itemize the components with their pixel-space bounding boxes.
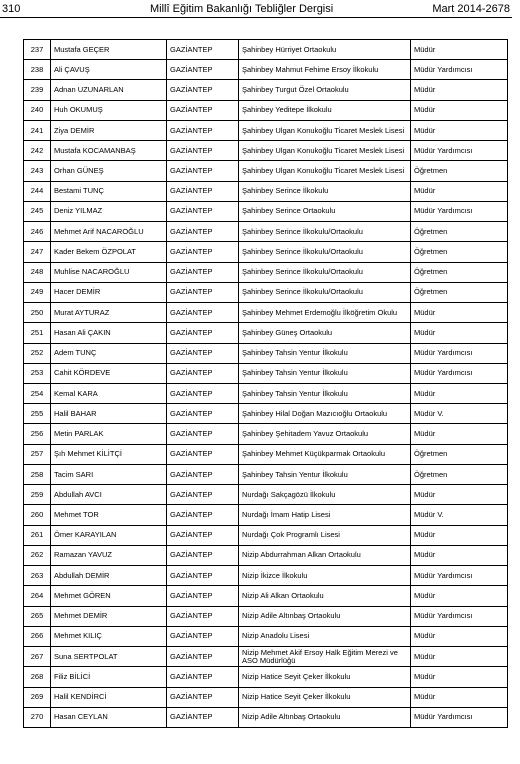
name-cell: Mehmet DEMİR — [51, 606, 167, 626]
province-cell: GAZİANTEP — [167, 667, 239, 687]
school-cell: Nurdağı İmam Hatip Lisesi — [239, 505, 411, 525]
province-cell: GAZİANTEP — [167, 120, 239, 140]
row-number-cell: 243 — [24, 161, 51, 181]
school-cell: Şahinbey Ulgan Konukoğlu Ticaret Meslek Lisesi — [239, 161, 411, 181]
name-cell: Ömer KARAYILAN — [51, 525, 167, 545]
province-cell: GAZİANTEP — [167, 424, 239, 444]
table-row — [24, 303, 508, 323]
position-cell: Müdür Yardımcısı — [411, 606, 508, 626]
row-number-cell: 238 — [24, 60, 51, 80]
name-cell: Şıh Mehmet KİLİTÇİ — [51, 444, 167, 464]
position-cell: Müdür — [411, 181, 508, 201]
province-cell: GAZİANTEP — [167, 181, 239, 201]
school-cell: Şahinbey Serince İlkokulu/Ortaokulu — [239, 282, 411, 302]
row-number-cell: 240 — [24, 100, 51, 120]
table-row — [24, 222, 508, 242]
school-cell: Nizip Mehmet Akif Ersoy Halk Eğitim Merezi ve ASO Müdürlüğü — [239, 647, 411, 667]
row-number-cell: 251 — [24, 323, 51, 343]
province-cell: GAZİANTEP — [167, 586, 239, 606]
school-cell: Nizip İkizce İlkokulu — [239, 566, 411, 586]
position-cell: Müdür — [411, 545, 508, 565]
table-row — [24, 242, 508, 262]
province-cell: GAZİANTEP — [167, 282, 239, 302]
table-row — [24, 181, 508, 201]
school-cell: Nurdağı Sakçagözü İlkokulu — [239, 485, 411, 505]
position-cell: Müdür — [411, 80, 508, 100]
row-number-cell: 237 — [24, 40, 51, 60]
row-number-cell: 269 — [24, 687, 51, 707]
position-cell: Öğretmen — [411, 444, 508, 464]
name-cell: Hasan Ali ÇAKIN — [51, 323, 167, 343]
province-cell: GAZİANTEP — [167, 485, 239, 505]
row-number-cell: 253 — [24, 363, 51, 383]
row-number-cell: 256 — [24, 424, 51, 444]
table-row — [24, 566, 508, 586]
row-number-cell: 265 — [24, 606, 51, 626]
table-row — [24, 444, 508, 464]
school-cell: Şahinbey Serince İlkokulu — [239, 181, 411, 201]
position-cell: Öğretmen — [411, 242, 508, 262]
school-cell: Şahinbey Şehitadem Yavuz Ortaokulu — [239, 424, 411, 444]
row-number-cell: 268 — [24, 667, 51, 687]
table-row — [24, 323, 508, 343]
province-cell: GAZİANTEP — [167, 687, 239, 707]
row-number-cell: 266 — [24, 626, 51, 646]
school-cell: Şahinbey Tahsin Yentur İlkokulu — [239, 383, 411, 403]
table-row — [24, 586, 508, 606]
school-cell: Şahinbey Mehmet Küçükparmak Ortaokulu — [239, 444, 411, 464]
province-cell: GAZİANTEP — [167, 363, 239, 383]
province-cell: GAZİANTEP — [167, 383, 239, 403]
name-cell: Halil KENDİRCİ — [51, 687, 167, 707]
issue-date: Mart 2014-2678 — [432, 3, 510, 15]
table-row — [24, 40, 508, 60]
province-cell: GAZİANTEP — [167, 545, 239, 565]
name-cell: Ramazan YAVUZ — [51, 545, 167, 565]
name-cell: Mehmet TOR — [51, 505, 167, 525]
row-number-cell: 258 — [24, 464, 51, 484]
position-cell: Müdür Yardımcısı — [411, 363, 508, 383]
school-cell: Şahinbey Tahsin Yentur İlkokulu — [239, 343, 411, 363]
row-number-cell: 260 — [24, 505, 51, 525]
row-number-cell: 244 — [24, 181, 51, 201]
province-cell: GAZİANTEP — [167, 464, 239, 484]
row-number-cell: 248 — [24, 262, 51, 282]
name-cell: Ziya DEMİR — [51, 120, 167, 140]
name-cell: Hasan CEYLAN — [51, 707, 167, 727]
province-cell: GAZİANTEP — [167, 525, 239, 545]
school-cell: Şahinbey Tahsin Yentur İlkokulu — [239, 363, 411, 383]
school-cell: Şahinbey Hürriyet Ortaokulu — [239, 40, 411, 60]
row-number-cell: 250 — [24, 303, 51, 323]
row-number-cell: 259 — [24, 485, 51, 505]
row-number-cell: 247 — [24, 242, 51, 262]
position-cell: Müdür Yardımcısı — [411, 141, 508, 161]
school-cell: Şahinbey Serince İlkokulu/Ortaokulu — [239, 222, 411, 242]
school-cell: Şahinbey Mehmet Erdemoğlu İlköğretim Okulu — [239, 303, 411, 323]
school-cell: Şahinbey Yeditepe İlkokulu — [239, 100, 411, 120]
name-cell: Adnan UZUNARLAN — [51, 80, 167, 100]
school-cell: Şahinbey Turgut Özel Ortaokulu — [239, 80, 411, 100]
province-cell: GAZİANTEP — [167, 100, 239, 120]
name-cell: Murat AYTURAZ — [51, 303, 167, 323]
row-number-cell: 246 — [24, 222, 51, 242]
position-cell: Müdür — [411, 40, 508, 60]
position-cell: Müdür — [411, 323, 508, 343]
row-number-cell: 255 — [24, 404, 51, 424]
row-number-cell: 241 — [24, 120, 51, 140]
name-cell: Tacim SARI — [51, 464, 167, 484]
name-cell: Halil BAHAR — [51, 404, 167, 424]
province-cell: GAZİANTEP — [167, 323, 239, 343]
province-cell: GAZİANTEP — [167, 80, 239, 100]
row-number-cell: 267 — [24, 647, 51, 667]
row-number-cell: 249 — [24, 282, 51, 302]
school-cell: Şahinbey Mahmut Fehime Ersoy İlkokulu — [239, 60, 411, 80]
name-cell: Suna SERTPOLAT — [51, 647, 167, 667]
school-cell: Nizip Ali Alkan Ortaokulu — [239, 586, 411, 606]
province-cell: GAZİANTEP — [167, 201, 239, 221]
journal-title: Millî Eğitim Bakanlığı Tebliğler Dergisi — [150, 3, 334, 15]
province-cell: GAZİANTEP — [167, 343, 239, 363]
school-cell: Nizip Abdurrahman Alkan Ortaokulu — [239, 545, 411, 565]
row-number-cell: 245 — [24, 201, 51, 221]
province-cell: GAZİANTEP — [167, 161, 239, 181]
province-cell: GAZİANTEP — [167, 647, 239, 667]
table-row — [24, 485, 508, 505]
table-row — [24, 545, 508, 565]
table-row — [24, 687, 508, 707]
school-cell: Nizip Hatice Seyit Çeker İlkokulu — [239, 667, 411, 687]
name-cell: Huh OKUMUŞ — [51, 100, 167, 120]
name-cell: Mehmet Arif NACAROĞLU — [51, 222, 167, 242]
name-cell: Mustafa GEÇER — [51, 40, 167, 60]
school-cell: Nurdağı Çok Programlı Lisesi — [239, 525, 411, 545]
row-number-cell: 252 — [24, 343, 51, 363]
table-row — [24, 626, 508, 646]
school-cell: Şahinbey Serince Ortaokulu — [239, 201, 411, 221]
province-cell: GAZİANTEP — [167, 606, 239, 626]
name-cell: Kader Bekem ÖZPOLAT — [51, 242, 167, 262]
position-cell: Müdür — [411, 303, 508, 323]
table-row — [24, 201, 508, 221]
table-row — [24, 404, 508, 424]
province-cell: GAZİANTEP — [167, 505, 239, 525]
position-cell: Müdür — [411, 383, 508, 403]
position-cell: Öğretmen — [411, 222, 508, 242]
table-row — [24, 667, 508, 687]
table-row — [24, 464, 508, 484]
appointments-table — [23, 39, 508, 728]
position-cell: Müdür Yardımcısı — [411, 201, 508, 221]
school-cell: Şahinbey Ulgan Konukoğlu Ticaret Meslek Lisesi — [239, 141, 411, 161]
table-row — [24, 707, 508, 727]
position-cell: Müdür — [411, 424, 508, 444]
row-number-cell: 264 — [24, 586, 51, 606]
position-cell: Müdür Yardımcısı — [411, 566, 508, 586]
province-cell: GAZİANTEP — [167, 303, 239, 323]
position-cell: Müdür — [411, 647, 508, 667]
position-cell: Müdür Yardımcısı — [411, 707, 508, 727]
name-cell: Cahit KÖRDEVE — [51, 363, 167, 383]
position-cell: Öğretmen — [411, 282, 508, 302]
name-cell: Filiz BİLİCİ — [51, 667, 167, 687]
name-cell: Orhan GÜNEŞ — [51, 161, 167, 181]
position-cell: Müdür — [411, 667, 508, 687]
province-cell: GAZİANTEP — [167, 40, 239, 60]
name-cell: Abdullah AVCI — [51, 485, 167, 505]
position-cell: Müdür V. — [411, 505, 508, 525]
position-cell: Müdür — [411, 485, 508, 505]
province-cell: GAZİANTEP — [167, 242, 239, 262]
position-cell: Müdür Yardımcısı — [411, 343, 508, 363]
school-cell: Nizip Adile Altınbaş Ortaokulu — [239, 606, 411, 626]
table-row — [24, 606, 508, 626]
school-cell: Şahinbey Tahsin Yentur İlkokulu — [239, 464, 411, 484]
name-cell: Bestami TUNÇ — [51, 181, 167, 201]
school-cell: Şahinbey Serince İlkokulu/Ortaokulu — [239, 262, 411, 282]
province-cell: GAZİANTEP — [167, 60, 239, 80]
row-number-cell: 242 — [24, 141, 51, 161]
table-row — [24, 100, 508, 120]
position-cell: Müdür — [411, 687, 508, 707]
school-cell: Nizip Adile Altınbaş Ortaokulu — [239, 707, 411, 727]
school-cell: Şahinbey Hilal Doğan Mazıcıoğlu Ortaokulu — [239, 404, 411, 424]
table-row — [24, 505, 508, 525]
page-number: 310 — [2, 3, 21, 15]
table-row — [24, 80, 508, 100]
table-row — [24, 141, 508, 161]
province-cell: GAZİANTEP — [167, 141, 239, 161]
row-number-cell: 262 — [24, 545, 51, 565]
name-cell: Deniz YILMAZ — [51, 201, 167, 221]
position-cell: Müdür V. — [411, 404, 508, 424]
position-cell: Öğretmen — [411, 262, 508, 282]
header-rule — [0, 17, 512, 18]
table-row — [24, 161, 508, 181]
position-cell: Müdür — [411, 626, 508, 646]
table-row — [24, 383, 508, 403]
table-row — [24, 363, 508, 383]
table-row — [24, 525, 508, 545]
name-cell: Mustafa KOCAMANBAŞ — [51, 141, 167, 161]
province-cell: GAZİANTEP — [167, 566, 239, 586]
name-cell: Mehmet GÖREN — [51, 586, 167, 606]
table-row — [24, 262, 508, 282]
school-cell: Nizip Hatice Seyit Çeker İlkokulu — [239, 687, 411, 707]
province-cell: GAZİANTEP — [167, 404, 239, 424]
table-row — [24, 282, 508, 302]
name-cell: Metin PARLAK — [51, 424, 167, 444]
name-cell: Mehmet KILIÇ — [51, 626, 167, 646]
row-number-cell: 263 — [24, 566, 51, 586]
name-cell: Kemal KARA — [51, 383, 167, 403]
row-number-cell: 239 — [24, 80, 51, 100]
table-row — [24, 343, 508, 363]
position-cell: Müdür — [411, 120, 508, 140]
position-cell: Müdür — [411, 100, 508, 120]
province-cell: GAZİANTEP — [167, 262, 239, 282]
table-row — [24, 424, 508, 444]
province-cell: GAZİANTEP — [167, 707, 239, 727]
row-number-cell: 270 — [24, 707, 51, 727]
province-cell: GAZİANTEP — [167, 444, 239, 464]
school-cell: Nizip Anadolu Lisesi — [239, 626, 411, 646]
row-number-cell: 257 — [24, 444, 51, 464]
name-cell: Muhlise NACAROĞLU — [51, 262, 167, 282]
table-row — [24, 60, 508, 80]
name-cell: Abdullah DEMİR — [51, 566, 167, 586]
position-cell: Müdür — [411, 525, 508, 545]
school-cell: Şahinbey Serince İlkokulu/Ortaokulu — [239, 242, 411, 262]
position-cell: Öğretmen — [411, 161, 508, 181]
position-cell: Öğretmen — [411, 464, 508, 484]
row-number-cell: 261 — [24, 525, 51, 545]
position-cell: Müdür Yardımcısı — [411, 60, 508, 80]
table-row — [24, 120, 508, 140]
school-cell: Şahinbey Ulgan Konukoğlu Ticaret Meslek Lisesi — [239, 120, 411, 140]
table-body — [24, 40, 508, 728]
row-number-cell: 254 — [24, 383, 51, 403]
name-cell: Ali ÇAVUŞ — [51, 60, 167, 80]
name-cell: Adem TUNÇ — [51, 343, 167, 363]
name-cell: Hacer DEMİR — [51, 282, 167, 302]
position-cell: Müdür — [411, 586, 508, 606]
province-cell: GAZİANTEP — [167, 626, 239, 646]
table-row — [24, 647, 508, 667]
province-cell: GAZİANTEP — [167, 222, 239, 242]
school-cell: Şahinbey Güneş Ortaokulu — [239, 323, 411, 343]
